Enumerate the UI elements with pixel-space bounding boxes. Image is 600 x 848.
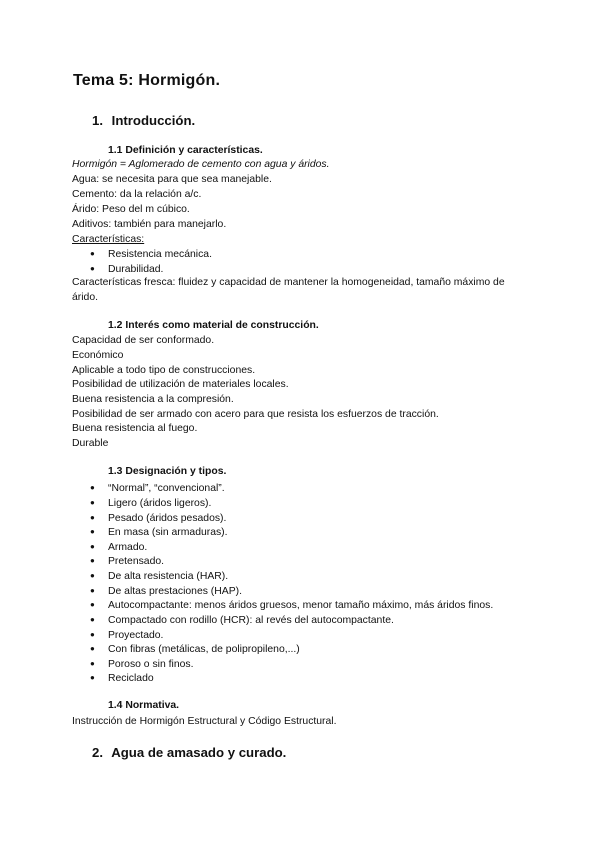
list-item bbox=[90, 642, 300, 657]
bullet-icon: ● bbox=[90, 498, 95, 507]
bullet-icon: ● bbox=[90, 527, 95, 536]
bullet-icon: ● bbox=[90, 542, 95, 551]
list-item-text: Pesado (áridos pesados). bbox=[108, 513, 227, 524]
section-1-heading bbox=[92, 113, 195, 128]
list-item-text: Compactado con rodillo (HCR): al revés del autocompactante. bbox=[108, 615, 394, 626]
list-item bbox=[90, 525, 228, 540]
bullet-icon: ● bbox=[90, 264, 95, 273]
text-line: Árido: Peso del m cúbico. bbox=[72, 204, 190, 215]
list-item-text: De altas prestaciones (HAP). bbox=[108, 586, 242, 597]
list-item-text: Poroso o sin finos. bbox=[108, 659, 194, 670]
text-line: Buena resistencia al fuego. bbox=[72, 423, 198, 434]
list-item bbox=[90, 247, 212, 262]
fresh-characteristics-paragraph: Características fresca: fluidez y capacidad de mantener la homogeneidad, tamaño máximo de árido. bbox=[72, 277, 505, 303]
list-item bbox=[90, 598, 493, 613]
bullet-icon: ● bbox=[90, 600, 95, 609]
list-item bbox=[90, 511, 226, 526]
list-item bbox=[90, 584, 242, 599]
list-item bbox=[90, 671, 154, 686]
text-line: Instrucción de Hormigón Estructural y Código Estructural. bbox=[72, 716, 337, 727]
subsection-1-2-heading: 1.2 Interés como material de construcción. bbox=[108, 320, 319, 331]
text-line: Económico bbox=[72, 350, 124, 361]
text-line: Aplicable a todo tipo de construcciones. bbox=[72, 365, 256, 376]
list-item-text: “Normal”, “convencional”. bbox=[108, 483, 225, 494]
list-item-text: Reciclado bbox=[108, 673, 154, 684]
list-item-text: Ligero (áridos ligeros). bbox=[108, 498, 212, 509]
text-line: Capacidad de ser conformado. bbox=[72, 335, 215, 346]
bullet-icon: ● bbox=[90, 586, 95, 595]
bullet-icon: ● bbox=[90, 556, 95, 565]
subsection-1-3-heading: 1.3 Designación y tipos. bbox=[108, 466, 227, 477]
list-item-text: De alta resistencia (HAR). bbox=[108, 571, 229, 582]
list-item bbox=[90, 540, 147, 555]
definition-line: Hormigón = Aglomerado de cemento con agua y áridos. bbox=[72, 159, 330, 170]
text-line: Cemento: da la relación a/c. bbox=[72, 189, 202, 200]
text-line: Buena resistencia a la compresión. bbox=[72, 394, 234, 405]
list-item-text: Autocompactante: menos áridos gruesos, menor tamaño máximo, más áridos finos. bbox=[108, 600, 494, 611]
text-line: Agua: se necesita para que sea manejable. bbox=[72, 174, 272, 185]
bullet-icon: ● bbox=[90, 659, 95, 668]
list-item bbox=[90, 496, 211, 511]
text-line: Posibilidad de utilización de materiales locales. bbox=[72, 379, 289, 390]
bullet-icon: ● bbox=[90, 630, 95, 639]
bullet-icon: ● bbox=[90, 571, 95, 580]
bullet-icon: ● bbox=[90, 483, 95, 492]
list-item-text: Resistencia mecánica. bbox=[108, 249, 212, 260]
list-item-text: Con fibras (metálicas, de polipropileno,...) bbox=[108, 644, 300, 655]
list-item-text: Durabilidad. bbox=[108, 264, 164, 275]
list-item bbox=[90, 628, 163, 643]
bullet-icon: ● bbox=[90, 644, 95, 653]
list-item bbox=[90, 481, 225, 496]
section-2-title: Agua de amasado y curado. bbox=[111, 745, 287, 760]
section-1-title: Introducción. bbox=[111, 113, 196, 128]
subsection-1-1-heading: 1.1 Definición y características. bbox=[108, 145, 263, 156]
text-line: Posibilidad de ser armado con acero para que resista los esfuerzos de tracción. bbox=[72, 409, 439, 420]
characteristics-label: Características: bbox=[72, 234, 145, 245]
document-title: Tema 5: Hormigón. bbox=[73, 72, 221, 89]
list-item-text: Armado. bbox=[108, 542, 148, 553]
list-item-text: Proyectado. bbox=[108, 630, 164, 641]
list-item bbox=[90, 262, 163, 277]
bullet-icon: ● bbox=[90, 673, 95, 682]
bullet-icon: ● bbox=[90, 249, 95, 258]
text-line: Durable bbox=[72, 438, 109, 449]
list-item-text: Pretensado. bbox=[108, 556, 165, 567]
section-2-heading bbox=[92, 745, 286, 760]
text-line: Aditivos: también para manejarlo. bbox=[72, 219, 227, 230]
list-item bbox=[90, 613, 394, 628]
list-item bbox=[90, 554, 164, 569]
section-1-number: 1. bbox=[92, 113, 103, 128]
bullet-icon: ● bbox=[90, 513, 95, 522]
subsection-1-4-heading: 1.4 Normativa. bbox=[108, 700, 180, 711]
list-item-text: En masa (sin armaduras). bbox=[108, 527, 228, 538]
list-item bbox=[90, 657, 193, 672]
list-item bbox=[90, 569, 228, 584]
section-2-number: 2. bbox=[92, 745, 103, 760]
bullet-icon: ● bbox=[90, 615, 95, 624]
